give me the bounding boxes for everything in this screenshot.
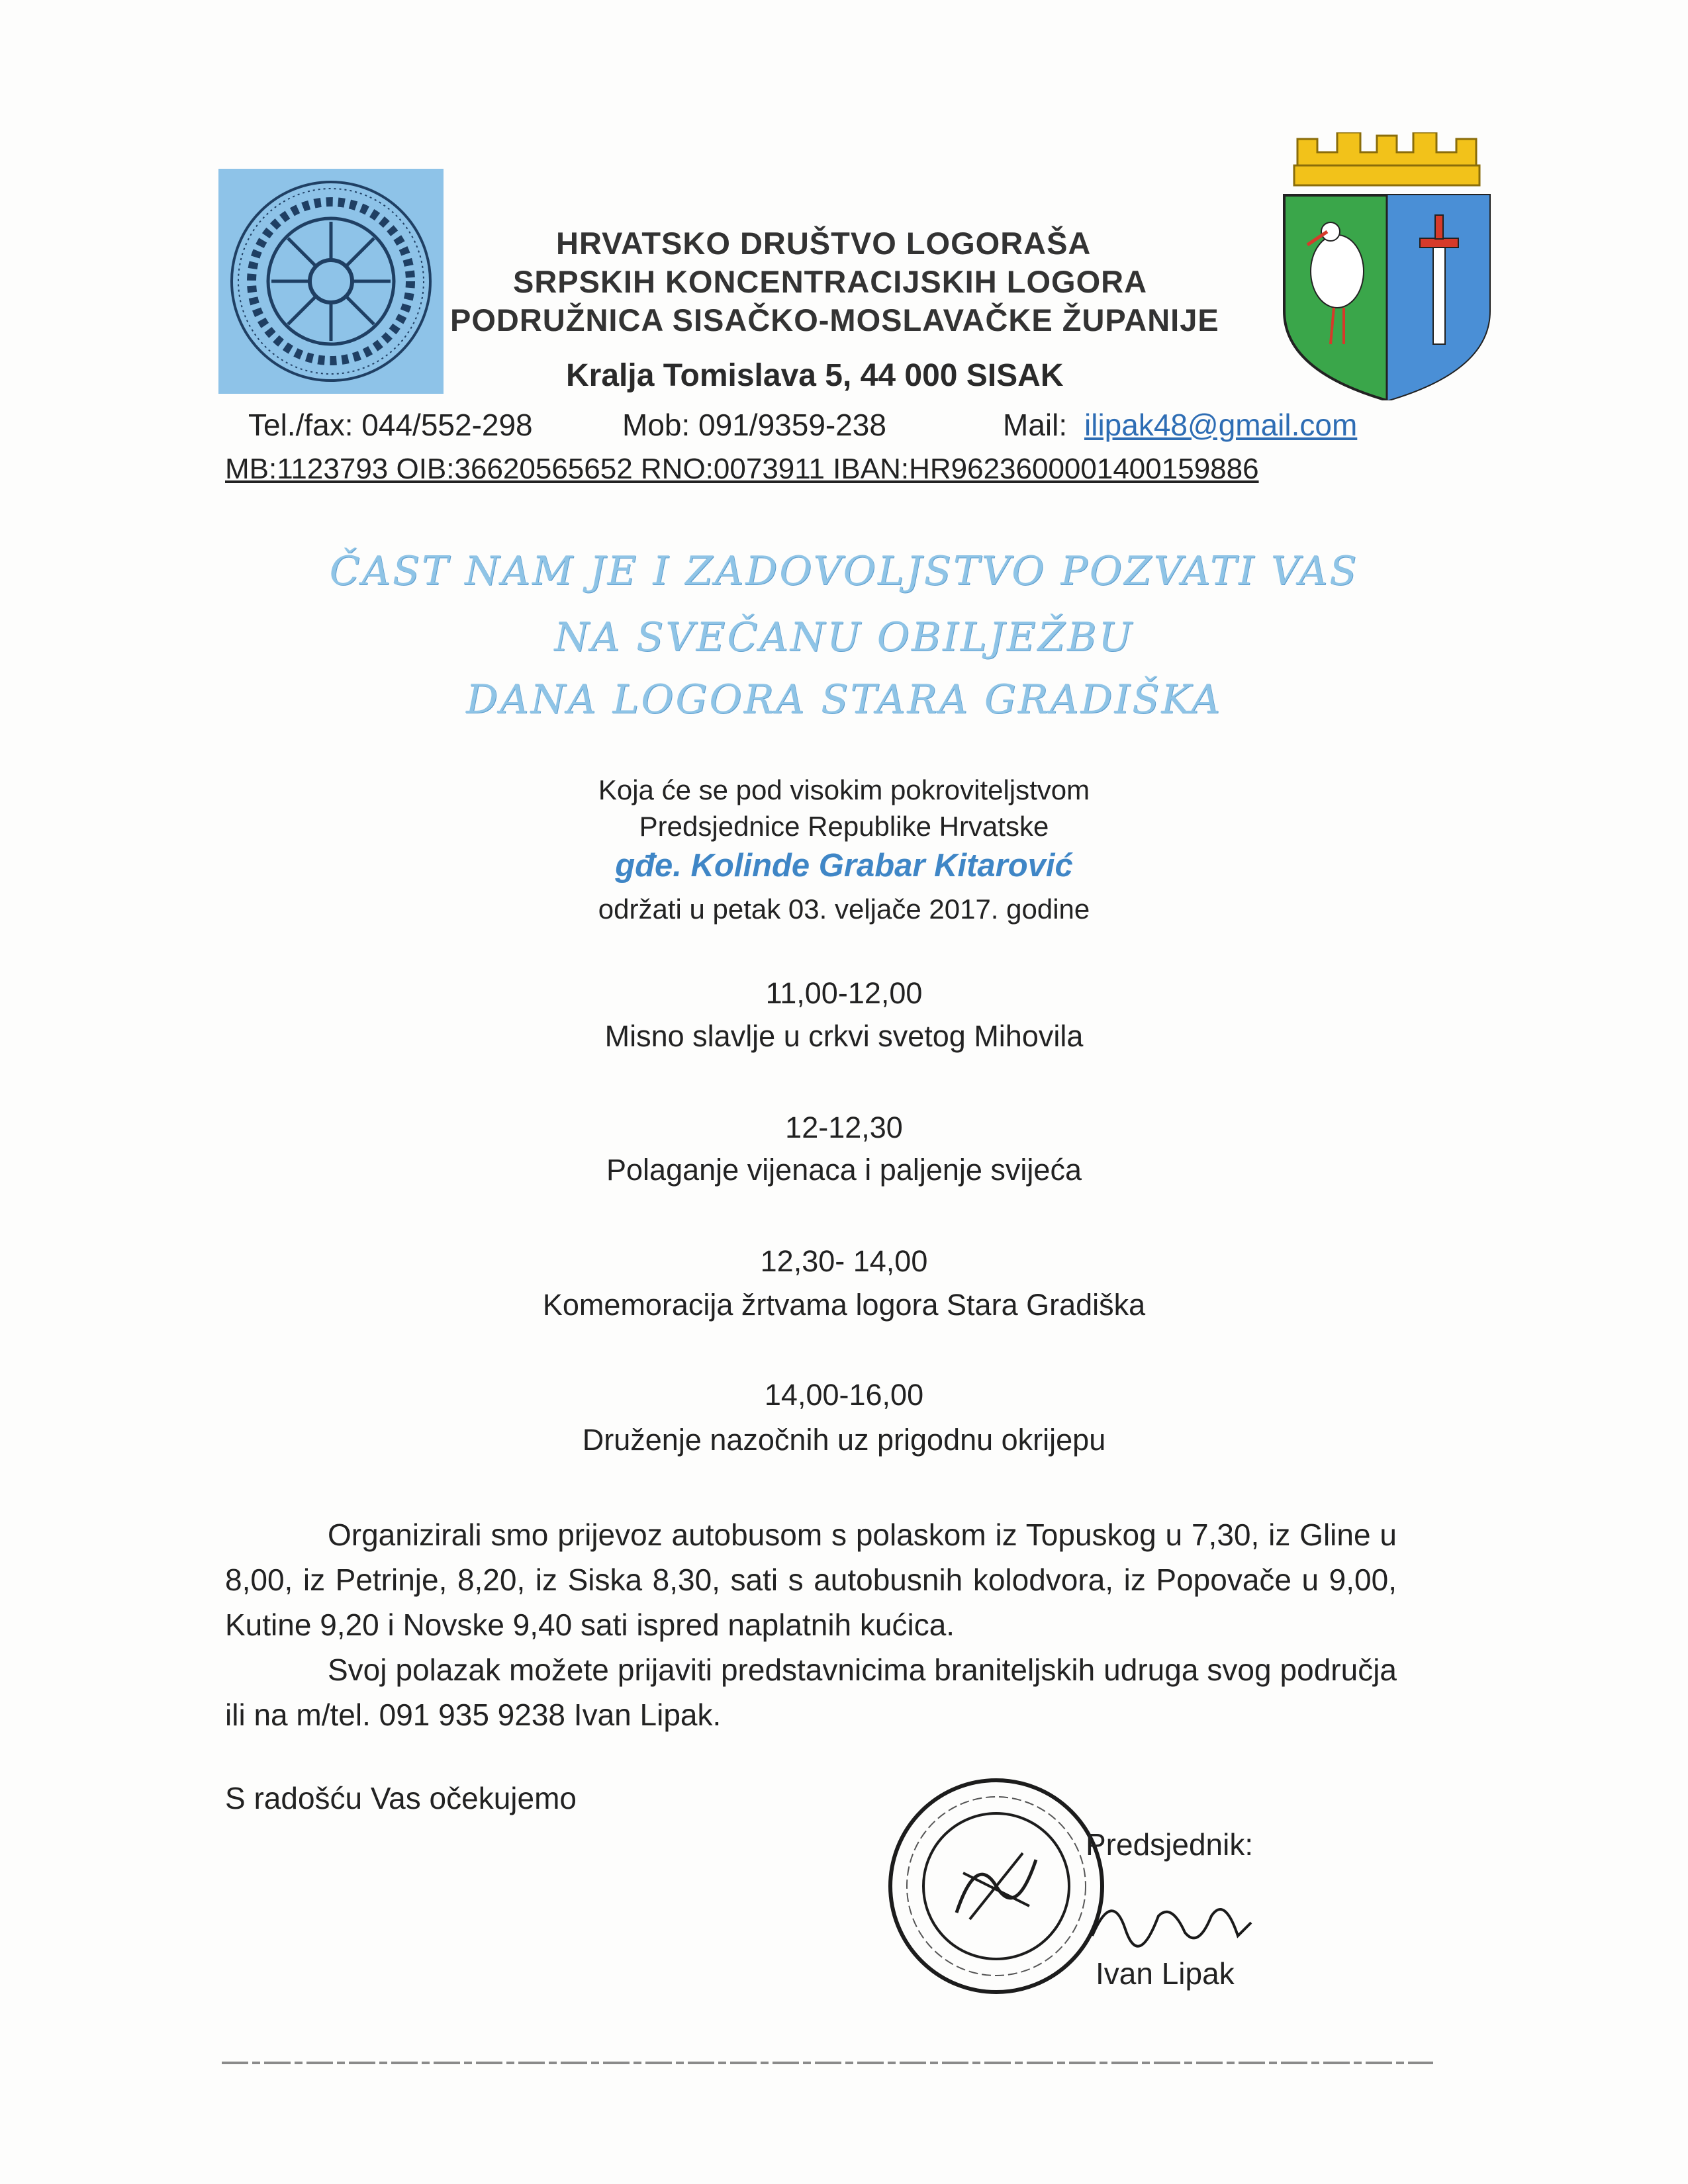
intro-line-2: Predsjednice Republike Hrvatske	[639, 811, 1049, 842]
transport-info	[225, 1512, 1397, 1737]
registration-paragraph: Svoj polazak možete prijaviti predstavnicima braniteljskih udruga svog područja ili na m/tel. 091 935 9238 Ivan Lipak.	[225, 1653, 1397, 1732]
invitation-heading-line-2: NA SVEČANU OBILJEŽBU	[554, 614, 1134, 660]
handwritten-signature	[1086, 1876, 1258, 1962]
footer-divider	[222, 2058, 1433, 2066]
patron-name: gđe. Kolinde Grabar Kitarović	[615, 848, 1073, 884]
invitation-heading-line-1: ČAST NAM JE I ZADOVOLJSTVO POZVATI VAS	[329, 548, 1359, 594]
signatory-role: Predsjednik:	[1086, 1827, 1254, 1862]
closing-line: S radošću Vas očekujemo	[225, 1781, 577, 1815]
org-name-line-2: SRPSKIH KONCENTRACIJSKIH LOGORA	[513, 264, 1148, 299]
schedule-time: 11,00-12,00	[765, 976, 923, 1010]
mobile-phone: Mob: 091/9359-238	[622, 408, 886, 442]
intro-line-3: održati u petak 03. veljače 2017. godine	[598, 893, 1090, 925]
signatory-name: Ivan Lipak	[1096, 1956, 1235, 1991]
official-stamp	[884, 1774, 1109, 1999]
org-name-line-1: HRVATSKO DRUŠTVO LOGORAŠA	[556, 226, 1092, 261]
transport-paragraph: Organizirali smo prijevoz autobusom s polaskom iz Topuskog u 7,30, iz Gline u 8,00, iz Petrinje, 8,20, iz Siska 8,30, sati s autobusnih kolodvora, iz Popovače u 9,00, Kutine 9,20 i Novske 9,40 sati ispred naplatnih kućica.	[225, 1518, 1397, 1642]
org-name-line-3: PODRUŽNICA SISAČKO-MOSLAVAČKE ŽUPANIJE	[450, 302, 1219, 338]
schedule-time: 14,00-16,00	[764, 1378, 924, 1412]
address: Kralja Tomislava 5, 44 000 SISAK	[566, 358, 1064, 393]
invitation-heading-line-3: DANA LOGORA STARA GRADIŠKA	[466, 676, 1222, 723]
telfax: Tel./fax: 044/552-298	[248, 408, 533, 442]
schedule-time: 12,30- 14,00	[760, 1244, 928, 1278]
mail-label: Mail:	[1003, 408, 1068, 442]
email-link[interactable]: ilipak48@gmail.com	[1084, 408, 1358, 442]
registration-ids: MB:1123793 OIB:36620565652 RNO:0073911 IBAN:HR9623600001400159886	[225, 453, 1259, 485]
sisak-moslavina-coat-of-arms	[1278, 132, 1496, 400]
schedule-description: Komemoracija žrtvama logora Stara Gradiška	[542, 1288, 1146, 1322]
intro-line-1: Koja će se pod visokim pokroviteljstvom	[598, 774, 1090, 805]
schedule-description: Polaganje vijenaca i paljenje svijeća	[606, 1153, 1082, 1187]
association-logo	[218, 169, 444, 394]
schedule-description: Misno slavlje u crkvi svetog Mihovila	[604, 1019, 1084, 1053]
schedule-description: Druženje nazočnih uz prigodnu okrijepu	[582, 1423, 1106, 1457]
schedule-time: 12-12,30	[785, 1111, 903, 1144]
